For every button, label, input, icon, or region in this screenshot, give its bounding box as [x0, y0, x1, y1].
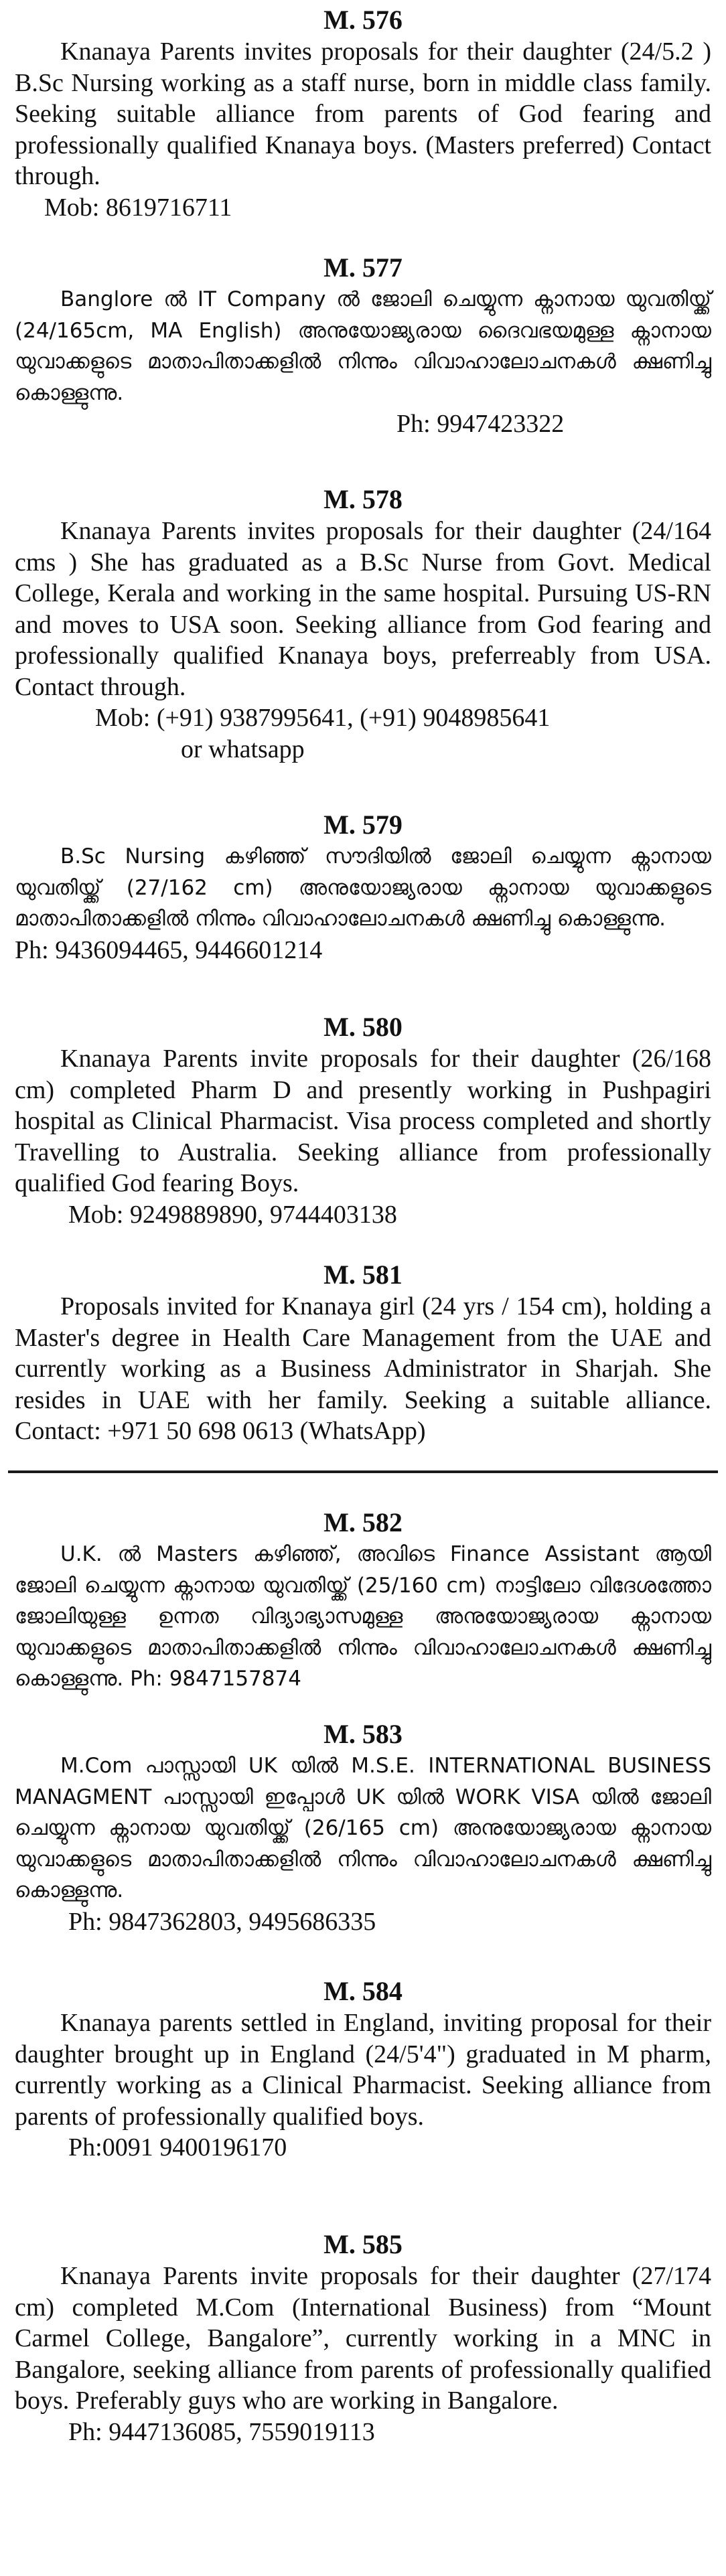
ad-text: B.Sc Nursing കഴിഞ്ഞ് സൗദിയിൽ ജോലി ചെയ്യുന്ന ക്നാനായ യുവതിയ്ക്ക് (27/162 cm) അനുയോജ്യരായ ക്നാനായ യുവാക്കളുടെ മാതാപിതാക്കളിൽ നിന്നും വിവാഹാലോചനകൾ ക്ഷണിച്ചു കൊള്ളുന്നു.	[15, 844, 711, 931]
ad-contact: Ph: 9447136085, 7559019113	[68, 2417, 375, 2446]
ad-m580	[15, 1011, 711, 1230]
ad-text: Knanaya Parents invite proposals for their daughter (27/174 cm) completed M.Com (International Business) from “Mount Carmel College, Bangalore”, currently working in a MNC in Bangalore, seeking alliance from parents of professionally qualified boys. Preferably guys who are working in Bangalore.	[15, 2262, 711, 2415]
ad-contact: Ph: 9947423322	[396, 410, 565, 438]
ad-code: M. 579	[323, 810, 403, 840]
ad-code: M. 584	[323, 1976, 403, 2006]
ad-text: Knanaya Parents invite proposals for their daughter (26/168 cm) completed Pharm D and presently working in Pushpagiri hospital as Clinical Pharmacist. Visa process completed and shortly Travelling to Australia. Seeking alliance from professionally qualified God fearing Boys.	[15, 1045, 711, 1197]
ad-code: M. 583	[323, 1719, 403, 1749]
ad-m576	[15, 4, 711, 223]
ad-contact: Mob: 8619716711	[44, 193, 232, 222]
ad-code: M. 578	[323, 484, 403, 514]
ad-m579	[15, 809, 711, 966]
ad-contact: Ph: 9847362803, 9495686335	[68, 1907, 376, 1936]
ad-contact: Mob: (+91) 9387995641, (+91) 9048985641	[95, 704, 551, 732]
ad-contact-note: or whatsapp	[181, 735, 305, 763]
ad-text: Knanaya Parents invites proposals for their daughter (24/5.2 ) B.Sc Nursing working as a staff nurse, born in middle class family. Seeking suitable alliance from parents of God fearing and professionally qualified Knanaya boys. (Masters preferred) Contact through.	[15, 37, 711, 190]
ad-m582	[15, 1507, 711, 1695]
ad-m584	[15, 1975, 711, 2164]
ad-m581	[15, 1259, 711, 1447]
ad-text: Knanaya parents settled in England, inviting proposal for their daughter brought up in England (24/5'4") graduated in M pharm, currently working as a Clinical Pharmacist. Seeking alliance from parents of professionally qualified boys.	[15, 2009, 711, 2131]
ad-m585	[15, 2228, 711, 2447]
ad-code: M. 577	[323, 252, 403, 283]
ad-text: Knanaya Parents invites proposals for their daughter (24/164 cms ) She has graduated as a B.Sc Nurse from Govt. Medical College, Kerala and working in the same hospital. Pursuing US-RN and moves to USA soon. Seeking alliance from God fearing and professionally qualified Knanaya boys, preferreably from USA. Contact through.	[15, 517, 711, 701]
ad-contact: Ph: 9436094465, 9446601214	[15, 935, 323, 964]
ad-contact: Ph:0091 9400196170	[68, 2133, 287, 2162]
ad-code: M. 576	[323, 5, 403, 35]
ad-text: Proposals invited for Knanaya girl (24 yrs / 154 cm), holding a Master's degree in Health Care Management from the UAE and currently working as a Business Administrator in Sharjah. She resides in UAE with her family. Seeking a suitable alliance. Contact: +971 50 698 0613 (WhatsApp)	[15, 1292, 711, 1445]
ad-m578	[15, 483, 711, 765]
ad-text: M.Com പാസ്സായി UK യിൽ M.S.E. INTERNATIONAL BUSINESS MANAGMENT പാസ്സായി ഇപ്പോൾ UK യിൽ WORK VISA യിൽ ജോലി ചെയ്യുന്ന ക്നാനായ യുവതിയ്ക്ക് (26/165 cm) അനുയോജ്യരായ ക്നാനായ യുവാക്കളുടെ മാതാപിതാക്കളിൽ നിന്നും വിവാഹാലോചനകൾ ക്ഷണിച്ചു കൊള്ളുന്നു.	[15, 1754, 711, 1902]
ad-code: M. 585	[323, 2229, 403, 2259]
ad-m583	[15, 1718, 711, 1937]
ad-contact: Mob: 9249889890, 9744403138	[68, 1200, 397, 1229]
ad-code: M. 581	[323, 1260, 403, 1290]
ad-text: U.K. ൽ Masters കഴിഞ്ഞ്, അവിടെ Finance Assistant ആയി ജോലി ചെയ്യുന്ന ക്നാനായ യുവതിയ്ക്ക് (25/160 cm) നാട്ടിലോ വിദേശത്തോ ജോലിയുള്ള ഉന്നത വിദ്യാഭ്യാസമുള്ള അനുയോജ്യരായ ക്നാനായ യുവാക്കളുടെ മാതാപിതാക്കളിൽ നിന്നും വിവാഹാലോചനകൾ ക്ഷണിച്ചു കൊള്ളുന്നു. Ph: 9847157874	[15, 1542, 711, 1691]
section-divider	[8, 1470, 718, 1473]
ad-code: M. 582	[323, 1507, 403, 1537]
ad-code: M. 580	[323, 1012, 403, 1042]
ad-m577	[15, 252, 711, 440]
ad-text: Banglore ൽ IT Company ൽ ജോലി ചെയ്യുന്ന ക്നാനായ യുവതിയ്ക്ക് (24/165cm, MA English) അനുയോജ്യരായ ദൈവഭയമുള്ള ക്നാനായ യുവാക്കളുടെ മാതാപിതാക്കളിൽ നിന്നും വിവാഹാലോചനകൾ ക്ഷണിച്ചു കൊള്ളുന്നു.	[15, 287, 711, 405]
